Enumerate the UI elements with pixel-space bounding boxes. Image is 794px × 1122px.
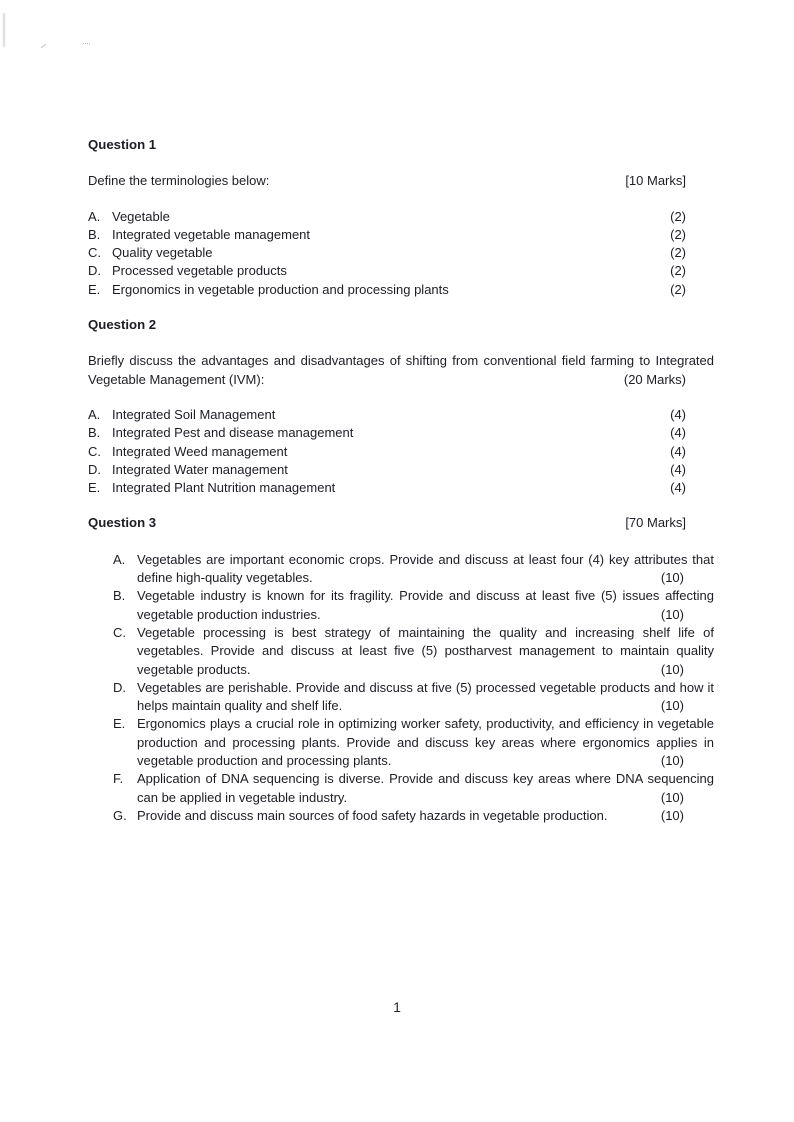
list-item bbox=[88, 715, 714, 770]
item-marks: (10) bbox=[660, 570, 684, 586]
item-marks: (4) bbox=[670, 461, 686, 477]
item-text: Vegetable bbox=[112, 208, 170, 224]
item-marks: (2) bbox=[670, 263, 686, 279]
item-text: Integrated vegetable management bbox=[112, 226, 311, 242]
item-text: Integrated Pest and disease management bbox=[112, 425, 354, 441]
item-text: Vegetables are perishable. Provide and discuss at five (5) processed vegetable products and how it helps maintain quality and shelf life. bbox=[137, 679, 714, 714]
item-marks: (2) bbox=[670, 281, 686, 297]
question-marks: [10 Marks] bbox=[625, 173, 686, 189]
item-marks: (10) bbox=[660, 753, 684, 769]
question-1-section bbox=[88, 136, 714, 299]
question-title: Question 1 bbox=[88, 137, 157, 152]
item-text: Ergonomics in vegetable production and processing plants bbox=[112, 281, 449, 297]
question-title: Question 3 bbox=[88, 515, 157, 531]
list-item bbox=[88, 551, 714, 588]
question-title: Question 2 bbox=[88, 317, 157, 333]
item-text: Quality vegetable bbox=[112, 245, 213, 261]
item-letter: E. bbox=[88, 480, 101, 496]
question-1-item-list bbox=[88, 208, 714, 299]
item-text: Integrated Soil Management bbox=[112, 406, 276, 422]
item-marks: (10) bbox=[660, 661, 684, 677]
pen-mark-artifact bbox=[38, 40, 46, 48]
item-letter: C. bbox=[88, 245, 101, 261]
list-item bbox=[88, 281, 714, 299]
list-item bbox=[88, 624, 714, 679]
item-letter: C. bbox=[113, 624, 126, 640]
item-marks: (2) bbox=[670, 226, 686, 242]
question-1-prompt-row bbox=[88, 172, 714, 190]
list-item bbox=[88, 226, 714, 244]
list-item bbox=[88, 443, 714, 461]
item-letter: B. bbox=[88, 425, 101, 441]
pen-mark-artifact bbox=[83, 39, 90, 44]
question-3-item-list bbox=[88, 551, 714, 825]
item-letter: B. bbox=[113, 588, 126, 604]
item-marks: (4) bbox=[670, 425, 686, 441]
item-marks: (4) bbox=[670, 443, 686, 459]
item-letter: D. bbox=[113, 679, 126, 695]
list-item bbox=[88, 807, 714, 825]
question-marks: [70 Marks] bbox=[625, 515, 686, 531]
item-marks: (10) bbox=[660, 606, 684, 622]
item-letter: A. bbox=[88, 406, 101, 422]
list-item bbox=[88, 461, 714, 479]
item-letter: E. bbox=[113, 716, 126, 732]
item-letter: D. bbox=[88, 263, 101, 279]
item-text: Integrated Water management bbox=[112, 461, 288, 477]
item-letter: B. bbox=[88, 226, 101, 242]
item-letter: A. bbox=[88, 208, 101, 224]
scan-streak-artifact bbox=[3, 13, 5, 47]
item-text: Vegetable industry is known for its fragility. Provide and discuss at least five (5) issues affecting vegetable production industries. bbox=[137, 588, 714, 622]
list-item bbox=[88, 479, 714, 497]
item-text: Ergonomics plays a crucial role in optimizing worker safety, productivity, and efficiency in vegetable production and processing plants. Provide and discuss key areas where ergonomics applies in vegetable production and processing plants. bbox=[137, 716, 714, 769]
question-2-item-list bbox=[88, 406, 714, 497]
item-text: Application of DNA sequencing is diverse. Provide and discuss key areas where DNA sequencing can be applied in vegetable industry. bbox=[137, 771, 714, 805]
list-item bbox=[88, 770, 714, 807]
list-item bbox=[88, 424, 714, 442]
item-text: Vegetables are important economic crops. Provide and discuss at least four (4) key attributes that define high-quality vegetables. bbox=[137, 551, 714, 586]
list-item bbox=[88, 208, 714, 226]
list-item bbox=[88, 406, 714, 424]
page-number: 1 bbox=[393, 999, 401, 1015]
item-letter: E. bbox=[88, 281, 101, 297]
item-marks: (2) bbox=[670, 245, 686, 261]
item-marks: (10) bbox=[660, 698, 684, 714]
list-item bbox=[88, 244, 714, 262]
exam-content bbox=[88, 136, 714, 825]
item-marks: (4) bbox=[670, 406, 686, 422]
item-marks: (10) bbox=[660, 789, 684, 805]
item-text: Vegetable processing is best strategy of maintaining the quality and increasing shelf life of vegetables. Provide and discuss at least five (5) postharvest management to maintain quality vegetable products. bbox=[137, 624, 714, 677]
question-2-header bbox=[88, 316, 714, 334]
item-text: Provide and discuss main sources of food safety hazards in vegetable production. bbox=[137, 807, 608, 823]
item-letter: C. bbox=[88, 443, 101, 459]
question-prompt: Briefly discuss the advantages and disadvantages of shifting from conventional field farming to Integrated Vegetable Management (IVM): bbox=[88, 353, 714, 387]
item-text: Processed vegetable products bbox=[112, 263, 287, 279]
question-prompt: Define the terminologies below: bbox=[88, 173, 270, 189]
list-item bbox=[88, 679, 714, 716]
question-1-header bbox=[88, 136, 714, 154]
item-letter: F. bbox=[113, 771, 124, 787]
question-3-header bbox=[88, 514, 714, 532]
item-text: Integrated Plant Nutrition management bbox=[112, 480, 336, 496]
list-item bbox=[88, 262, 714, 280]
question-marks: (20 Marks) bbox=[623, 371, 686, 387]
question-2-prompt-block bbox=[88, 352, 714, 389]
item-letter: A. bbox=[113, 551, 126, 567]
item-text: Integrated Weed management bbox=[112, 443, 288, 459]
list-item bbox=[88, 587, 714, 624]
item-marks: (10) bbox=[660, 807, 684, 823]
item-letter: D. bbox=[88, 461, 101, 477]
item-marks: (2) bbox=[670, 208, 686, 224]
item-letter: G. bbox=[113, 807, 127, 823]
question-2-section bbox=[88, 316, 714, 497]
question-3-section bbox=[88, 514, 714, 825]
item-marks: (4) bbox=[670, 480, 686, 496]
